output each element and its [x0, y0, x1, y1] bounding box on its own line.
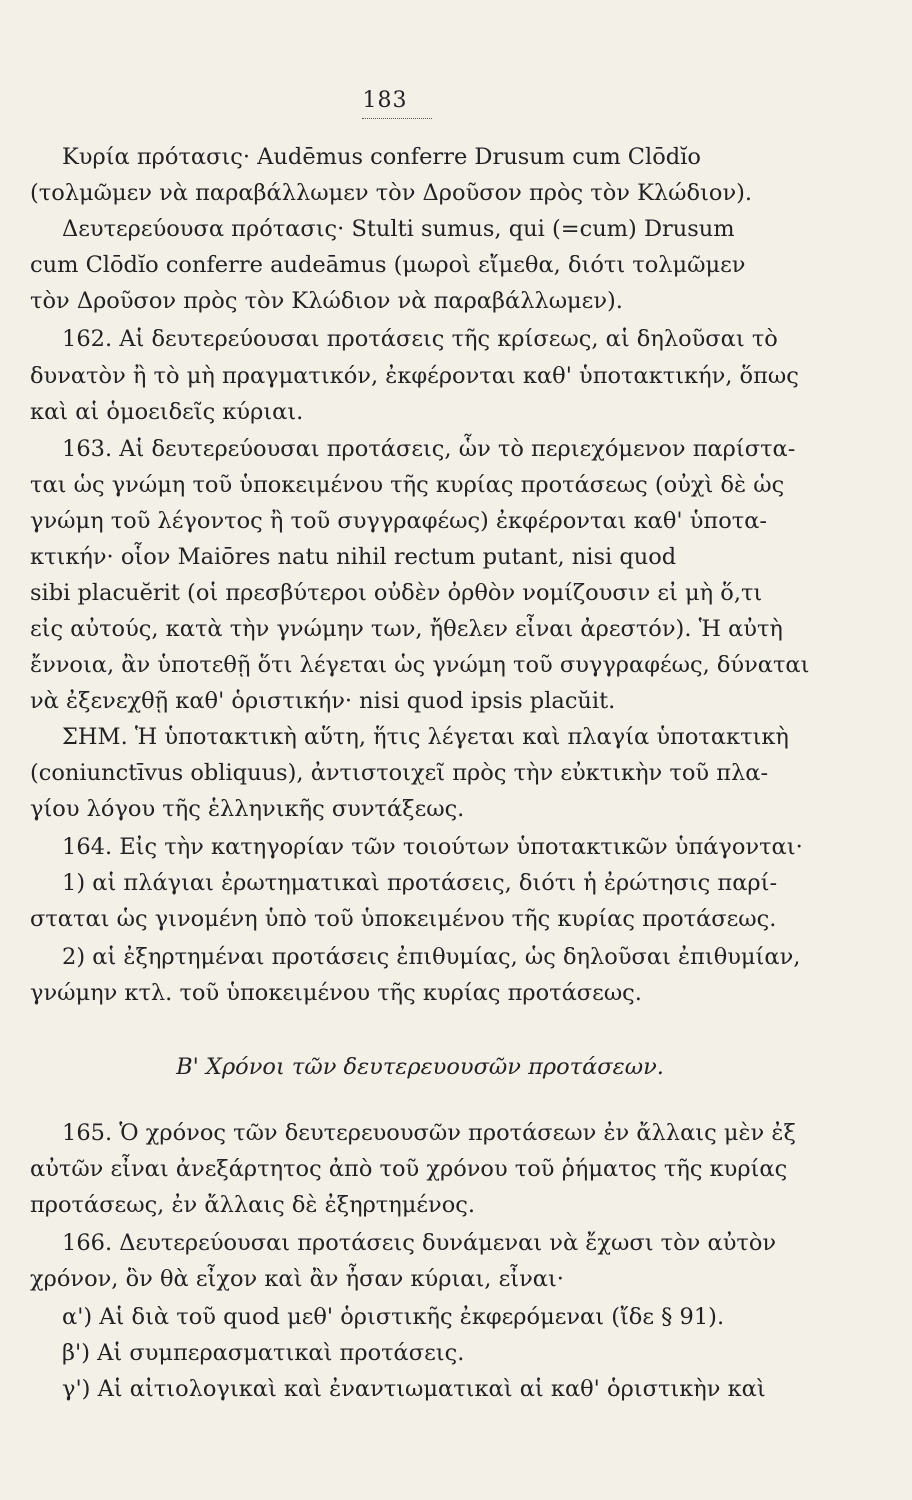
text-line: καὶ αἱ ὁμοειδεῖς κύριαι.	[30, 399, 304, 425]
text-line: 162. Αἱ δευτερεύουσαι προτάσεις τῆς κρίσεως, αἱ δηλοῦσαι τὸ	[62, 326, 778, 352]
text-line: γνώμην κτλ. τοῦ ὑποκειμένου τῆς κυρίας προτάσεως.	[30, 980, 642, 1006]
text-line: κτικήν· οἷον Maiōres natu nihil rectum putant, nisi quod	[30, 544, 677, 570]
text-line: χρόνον, ὃν θὰ εἶχον καὶ ἂν ἦσαν κύριαι, εἶναι·	[30, 1266, 564, 1292]
text-line: νὰ ἐξενεχθῇ καθ' ὁριστικήν· nisi quod ipsis placŭit.	[30, 688, 616, 714]
text-line: α') Αἱ διὰ τοῦ quod μεθ' ὁριστικῆς ἐκφερόμεναι (ἴδε § 91).	[62, 1304, 725, 1330]
text-line: (τολμῶμεν νὰ παραβάλλωμεν τὸν Δροῦσον πρὸς τὸν Κλώδιον).	[30, 180, 753, 206]
text-line: 164. Εἰς τὴν κατηγορίαν τῶν τοιούτων ὑποτακτικῶν ὑπάγονται·	[62, 834, 803, 860]
text-line: 166. Δευτερεύουσαι προτάσεις δυνάμεναι νὰ ἔχωσι τὸν αὐτὸν	[62, 1230, 777, 1256]
text-line: αὐτῶν εἶναι ἀνεξάρτητος ἀπὸ τοῦ χρόνου τοῦ ῥήματος τῆς κυρίας	[30, 1156, 788, 1182]
text-line: (coniunctīvus obliquus), ἀντιστοιχεῖ πρὸς τὴν εὐκτικὴν τοῦ πλα-	[30, 760, 769, 786]
text-line: εἰς αὐτούς, κατὰ τὴν γνώμην των, ἤθελεν εἶναι ἀρεστόν). Ἡ αὐτὴ	[30, 616, 783, 642]
text-line: ἔννοια, ἂν ὑποτεθῇ ὅτι λέγεται ὡς γνώμη τοῦ συγγραφέως, δύναται	[30, 652, 810, 678]
text-line: 165. Ὁ χρόνος τῶν δευτερευουσῶν προτάσεων ἐν ἄλλαις μὲν ἐξ	[62, 1120, 796, 1146]
page-number: 183	[362, 88, 408, 113]
text-line: ΣΗΜ. Ἡ ὑποτακτικὴ αὕτη, ἥτις λέγεται καὶ πλαγία ὑποτακτικὴ	[62, 724, 789, 750]
section-heading	[0, 1052, 840, 1082]
text-line: 1) αἱ πλάγιαι ἐρωτηματικαὶ προτάσεις, διότι ἡ ἐρώτησις παρί-	[62, 870, 778, 896]
text-line: 2) αἱ ἐξηρτημέναι προτάσεις ἐπιθυμίας, ὡς δηλοῦσαι ἐπιθυμίαν,	[62, 944, 801, 970]
text-line: 163. Αἱ δευτερεύουσαι προτάσεις, ὧν τὸ περιεχόμενον παρίστα-	[62, 436, 796, 462]
text-line: cum Clōdĭo conferre audeāmus (μωροὶ εἴμεθα, διότι τολμῶμεν	[30, 252, 746, 278]
text-line: Κυρία πρότασις· Audēmus conferre Drusum cum Clōdĭo	[62, 144, 701, 170]
text-line: ται ὡς γνώμη τοῦ ὑποκειμένου τῆς κυρίας προτάσεως (οὐχὶ δὲ ὡς	[30, 472, 785, 498]
text-line: δυνατὸν ἢ τὸ μὴ πραγματικόν, ἐκφέρονται καθ' ὑποτακτικήν, ὅπως	[30, 363, 799, 389]
text-line: σταται ὡς γινομένη ὑπὸ τοῦ ὑποκειμένου τῆς κυρίας προτάσεως.	[30, 906, 777, 932]
text-line: τὸν Δροῦσον πρὸς τὸν Κλώδιον νὰ παραβάλλωμεν).	[30, 288, 623, 314]
text-line: προτάσεως, ἐν ἄλλαις δὲ ἐξηρτημένος.	[30, 1192, 475, 1218]
text-line: γ') Αἱ αἰτιολογικαὶ καὶ ἐναντιωματικαὶ αἱ καθ' ὁριστικὴν καὶ	[62, 1376, 766, 1402]
page-number-rule	[362, 118, 432, 119]
text-line: β') Αἱ συμπερασματικαὶ προτάσεις.	[62, 1340, 465, 1366]
section-heading-text: Β' Χρόνοι τῶν δευτερευουσῶν προτάσεων.	[176, 1054, 664, 1080]
text-line: γνώμη τοῦ λέγοντος ἢ τοῦ συγγραφέως) ἐκφέρονται καθ' ὑποτα-	[30, 508, 767, 534]
text-line: sibi placuĕrit (οἱ πρεσβύτεροι οὐδὲν ὀρθὸν νομίζουσιν εἰ μὴ ὅ,τι	[30, 580, 763, 606]
text-line: Δευτερεύουσα πρότασις· Stulti sumus, qui (=cum) Drusum	[62, 216, 735, 242]
text-line: γίου λόγου τῆς ἑλληνικῆς συντάξεως.	[30, 796, 465, 822]
